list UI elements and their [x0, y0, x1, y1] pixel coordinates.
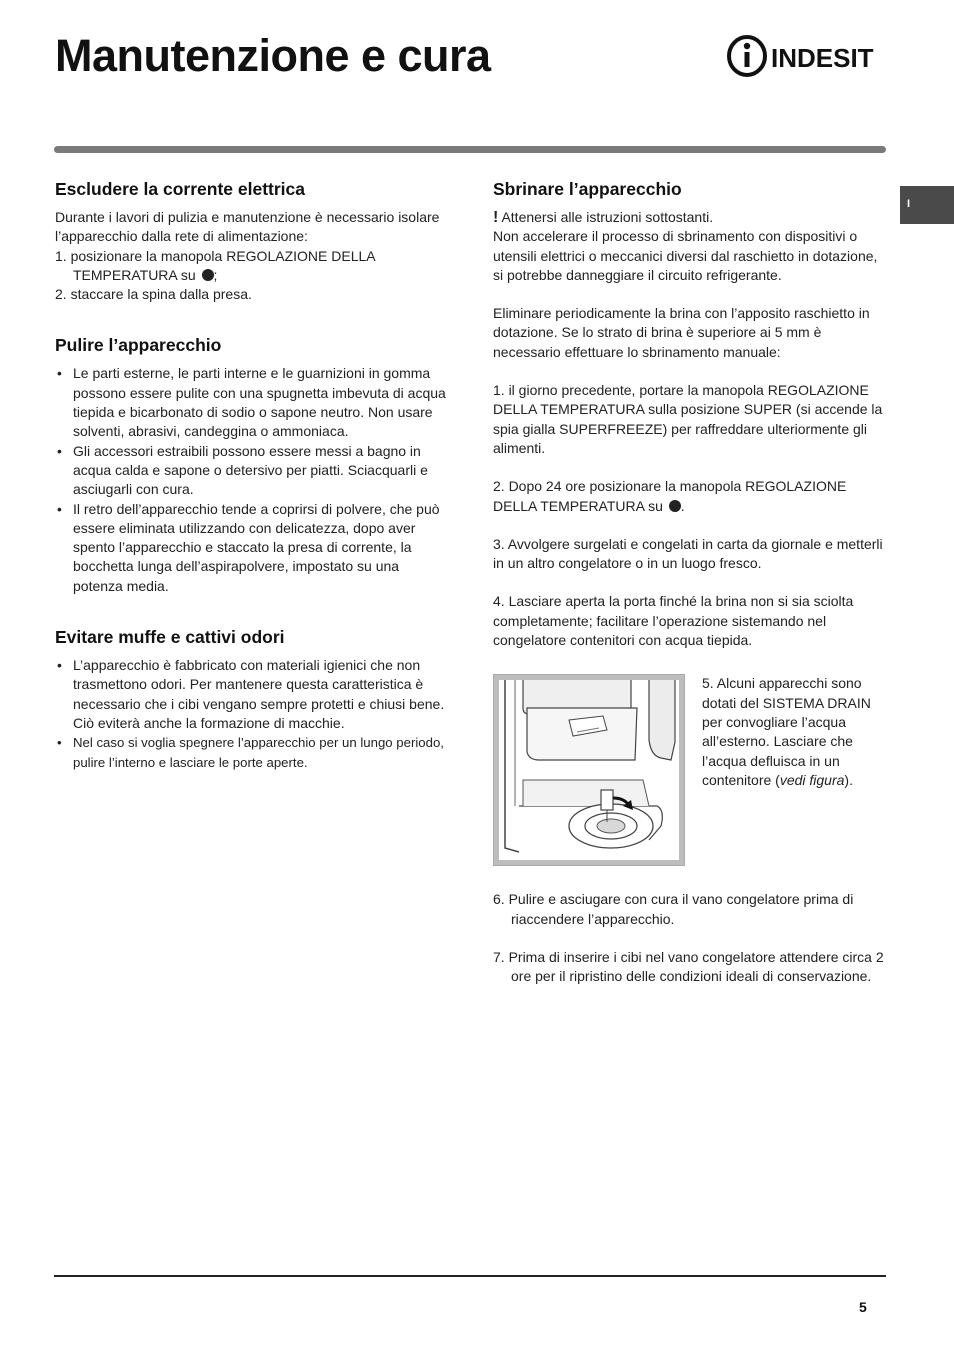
defrost-step-1: 1. il giorno precedente, portare la manopola REGOLAZIONE DELLA TEMPERATURA sulla posizione SUPER (si accende la spia gialla SUPERFREEZE) per raffreddare ulteriormente gli alimenti.	[493, 382, 883, 456]
drain-figure	[493, 674, 685, 866]
header-rule	[54, 146, 886, 153]
section-heading: Pulire l’apparecchio	[55, 335, 222, 356]
warning-line	[493, 208, 886, 227]
power-step-1	[55, 247, 450, 286]
left-column	[55, 178, 450, 802]
figure-ref: vedi figura	[779, 771, 845, 788]
right-column	[493, 178, 886, 987]
page-number: 5	[859, 1299, 867, 1315]
section-odors	[55, 626, 450, 772]
step-end: ).	[844, 771, 853, 788]
odors-list	[55, 656, 450, 772]
list-item: • Gli accessori estraibili possono essere messi a bagno in acqua calda e sapone o detersivo per piatti. Sciacquarli e asciugarli con cura.	[55, 442, 450, 500]
indesit-logo	[726, 34, 888, 78]
language-tab	[900, 186, 954, 224]
section-heading: Evitare muffe e cattivi odori	[55, 627, 285, 648]
section-intro: Durante i lavori di pulizia e manutenzione è necessario isolare l’apparecchio dalla rete di alimentazione:	[55, 209, 440, 245]
list-item: • L’apparecchio è fabbricato con materiali igienici che non trasmettono odori. Per mantenere questa caratteristica è necessario che i cibi vengano sempre protetti e chiusi bene. Ciò eviterà anche la formazione di macchie.	[55, 656, 450, 733]
freezer-drain-illustration	[499, 680, 679, 860]
list-item: • Il retro dell’apparecchio tende a coprirsi di polvere, che può essere eliminata utilizzando con delicatezza, dopo aver spento l’apparecchio e staccato la presa di corrente, la bocchetta lunga dell’aspirapolvere, impostato su una potenza media.	[55, 500, 450, 596]
defrost-step-7: 7. Prima di inserire i cibi nel vano congelatore attendere circa 2 ore per il ripristino delle condizioni ideali di conservazione.	[493, 948, 884, 985]
warning-body: Non accelerare il processo di sbrinamento con dispositivi o utensili elettrici o meccanici diversi dal raschietto in dotazione, si potrebbe danneggiare il circuito refrigerante.	[493, 228, 878, 283]
section-cleaning	[55, 334, 450, 596]
off-position-dot-icon	[202, 269, 214, 281]
language-tab-label: I	[907, 198, 911, 210]
step-text: 2. Dopo 24 ore posizionare la manopola REGOLAZIONE DELLA TEMPERATURA su	[493, 478, 847, 514]
step-end: ;	[213, 266, 218, 283]
drain-figure-row	[493, 674, 886, 890]
cleaning-list	[55, 364, 450, 596]
defrost-intro: Eliminare periodicamente la brina con l’apposito raschietto in dotazione. Se lo strato di brina è superiore ai 5 mm è necessario effettuare lo sbrinamento manuale:	[493, 305, 870, 360]
defrost-step-6: 6. Pulire e asciugare con cura il vano congelatore prima di riaccendere l’apparecchio.	[493, 891, 854, 927]
power-step-2: 2. staccare la spina dalla presa.	[55, 286, 252, 303]
section-heading: Sbrinare l’apparecchio	[493, 179, 682, 199]
step-end: .	[680, 497, 685, 514]
step-text: 1. posizionare la manopola REGOLAZIONE DELLA TEMPERATURA su	[55, 247, 375, 283]
off-position-dot-icon	[669, 500, 681, 512]
footer-rule	[54, 1275, 886, 1277]
step-text: 5. Alcuni apparecchi sono dotati del SISTEMA DRAIN per convogliare l’acqua all’esterno. Lasciare che l’acqua defluisca in un contenitore (	[702, 675, 871, 788]
page-title: Manutenzione e cura	[55, 30, 491, 81]
defrost-step-3: 3. Avvolgere surgelati e congelati in carta da giornale e metterli in un altro congelatore o in un luogo fresco.	[493, 535, 883, 572]
brand-wordmark: INDESIT	[771, 43, 874, 73]
section-power	[55, 178, 450, 304]
defrost-step-5	[702, 674, 888, 790]
defrost-step-4: 4. Lasciare aperta la porta finché la brina non si sia sciolta completamente; facilitare l’operazione sistemando nel congelatore contenitori con acqua tiepida.	[493, 593, 854, 649]
list-item: • Le parti esterne, le parti interne e le guarnizioni in gomma possono essere pulite con una spugnetta imbevuta di acqua tiepida e bicarbonato di sodio o sapone neutro. Non usare solventi, abrasivi, candeggina o ammoniaca.	[55, 364, 450, 441]
section-heading: Escludere la corrente elettrica	[55, 179, 305, 199]
defrost-step-2	[493, 477, 886, 516]
list-item: • Nel caso si voglia spegnere l’apparecchio per un lungo periodo, pulire l’interno e lasciare le porte aperte.	[55, 733, 450, 772]
warning-icon: !	[493, 209, 499, 226]
warning-text: Attenersi alle istruzioni sottostanti.	[501, 209, 714, 225]
